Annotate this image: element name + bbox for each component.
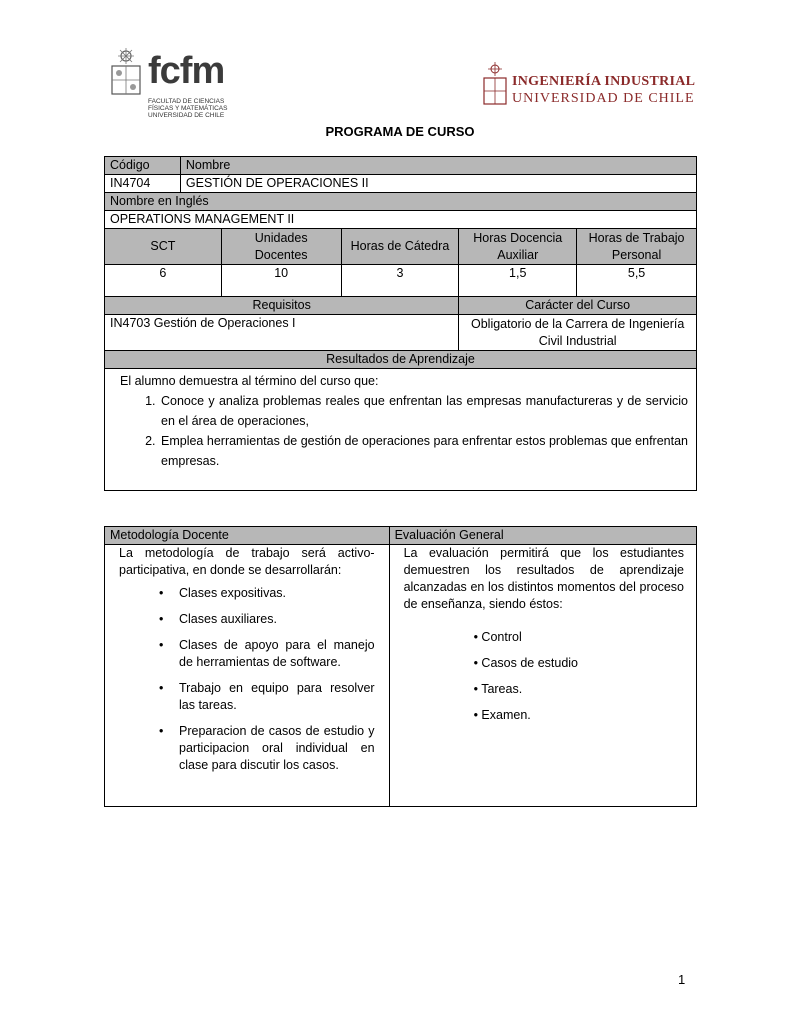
caracter-label: Carácter del Curso [459, 297, 697, 315]
nombre-label: Nombre [180, 157, 696, 175]
hours-value: 1,5 [459, 265, 577, 297]
metodologia-cell [105, 545, 390, 807]
table-row [105, 315, 697, 351]
hours-header: Horas Docencia Auxiliar [459, 229, 577, 265]
resultados-cell [105, 369, 697, 491]
list-item: • Clases expositivas. [179, 585, 375, 602]
list-item: • Casos de estudio [474, 655, 684, 672]
codigo-label: Código [105, 157, 181, 175]
list-item: 2. Emplea herramientas de gestión de operaciones para enfrentar estos problemas que enfrentan empresas. [159, 431, 688, 471]
methodology-evaluation-table [104, 526, 697, 807]
evaluacion-list [404, 629, 684, 724]
metodologia-intro: La metodología de trabajo será activo-participativa, en donde se desarrollarán: [119, 546, 375, 577]
list-item: • Examen. [474, 707, 684, 724]
metodologia-label: Metodología Docente [105, 527, 390, 545]
nombre-ingles-value: OPERATIONS MANAGEMENT II [105, 211, 697, 229]
requisitos-label: Requisitos [105, 297, 459, 315]
table-row [105, 297, 697, 315]
fcfm-subtitle [148, 98, 238, 119]
list-item: • Trabajo en equipo para resolver las tareas. [179, 680, 375, 714]
requisitos-value: IN4703 Gestión de Operaciones I [105, 315, 459, 351]
list-item: • Preparacion de casos de estudio y participacion oral individual en clase para discutir los casos. [179, 723, 375, 774]
resultados-intro: El alumno demuestra al término del curso que: [120, 374, 379, 388]
evaluacion-cell [389, 545, 696, 807]
ii-logo-line2: UNIVERSIDAD DE CHILE [512, 91, 695, 106]
hours-header: SCT [105, 229, 222, 265]
fcfm-subtitle-line: UNIVERSIDAD DE CHILE [148, 112, 225, 119]
nombre-ingles-label: Nombre en Inglés [105, 193, 697, 211]
hours-header-row [105, 229, 697, 265]
table-row [105, 351, 697, 369]
ii-logo-line1: INGENIERÍA INDUSTRIAL [512, 74, 696, 89]
codigo-value: IN4704 [105, 175, 181, 193]
fcfm-subtitle-line: FACULTAD DE CIENCIAS [148, 98, 225, 105]
resultados-label: Resultados de Aprendizaje [105, 351, 697, 369]
resultados-list [120, 391, 688, 471]
hours-header: Horas de Cátedra [341, 229, 459, 265]
nombre-value: GESTIÓN DE OPERACIONES II [180, 175, 696, 193]
list-item: • Clases auxiliares. [179, 611, 375, 628]
table-row [105, 157, 697, 175]
table-row [105, 211, 697, 229]
hours-value: 5,5 [577, 265, 697, 297]
hours-header: Unidades Docentes [221, 229, 341, 265]
list-item: • Control [474, 629, 684, 646]
metodologia-list [119, 585, 375, 774]
hours-value: 3 [341, 265, 459, 297]
hours-value-row [105, 265, 697, 297]
fcfm-wordmark: fcfm [148, 50, 225, 92]
fcfm-logo [108, 44, 233, 126]
university-seal-icon [108, 48, 144, 98]
evaluacion-label: Evaluación General [389, 527, 696, 545]
document-title: PROGRAMA DE CURSO [325, 124, 475, 139]
table-row [105, 369, 697, 491]
table-row [105, 545, 697, 807]
hours-header: Horas de Trabajo Personal [577, 229, 697, 265]
table-row [105, 527, 697, 545]
hours-value: 10 [221, 265, 341, 297]
evaluacion-intro: La evaluación permitirá que los estudiantes demuestren los resultados de aprendizaje alcanzadas en los distintos momentos del proceso de enseñanza, siendo éstos: [403, 546, 684, 611]
course-info-table [104, 156, 697, 491]
fcfm-subtitle-line: FÍSICAS Y MATEMÁTICAS [148, 105, 228, 112]
ii-seal-icon [482, 62, 508, 108]
page-number: 1 [678, 972, 686, 987]
hours-value: 6 [105, 265, 222, 297]
list-item: • Clases de apoyo para el manejo de herramientas de software. [179, 637, 375, 671]
table-row [105, 193, 697, 211]
caracter-value: Obligatorio de la Carrera de Ingeniería Civil Industrial [459, 315, 697, 351]
list-item: • Tareas. [474, 681, 684, 698]
table-row [105, 175, 697, 193]
ingenieria-industrial-logo [482, 60, 696, 110]
list-item: 1. Conoce y analiza problemas reales que enfrentan las empresas manufactureras y de servicio en el área de operaciones, [159, 391, 688, 431]
